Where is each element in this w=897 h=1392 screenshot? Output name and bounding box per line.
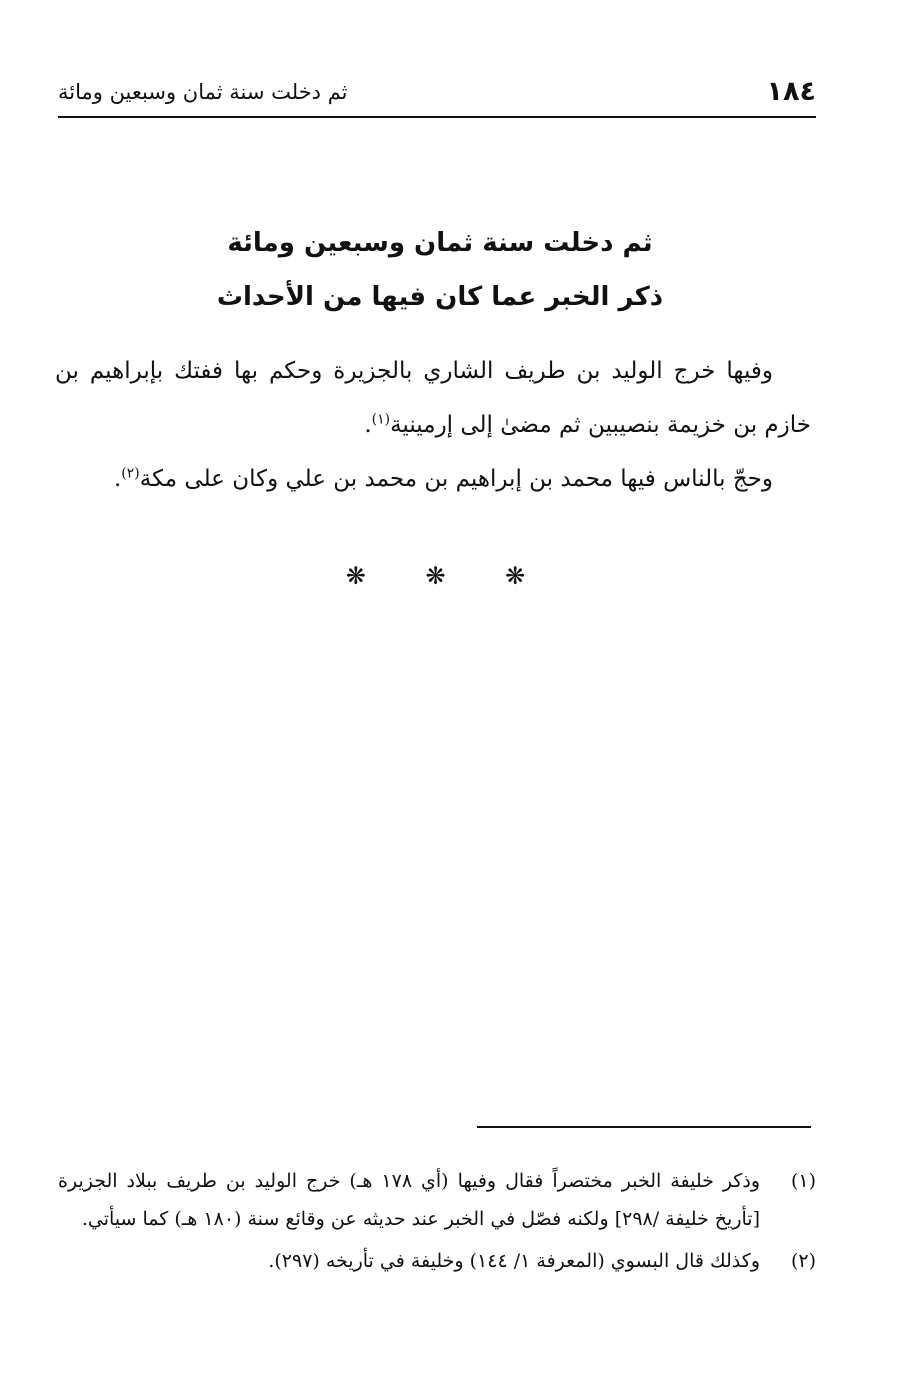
- page-number: ١٨٤: [766, 76, 816, 107]
- paragraph-2: [55, 452, 811, 506]
- footnote-number: (١): [790, 1170, 816, 1192]
- year-heading: ثم دخلت سنة ثمان وسبعين ومائة: [227, 228, 653, 258]
- paragraph-1-text: وفيها خرج الوليد بن طريف الشاري بالجزيرة وحكم بها ففتك بإبراهيم بن خازم بن خزيمة بنصيبين ثم مضىٰ إلى إرمينية: [55, 358, 811, 438]
- running-header: [58, 74, 816, 118]
- footnote-divider: [477, 1126, 811, 1128]
- footnote-2: [58, 1242, 816, 1280]
- footnote-text: وذكر خليفة الخبر مختصراً فقال وفيها (أي ١٧٨ هـ) خرج الوليد بن طريف ببلاد الجزيرة [تأريخ خليفة /٢٩٨] ولكنه فصّل في الخبر عند حديثه عن وقائع سنة (١٨٠ هـ) كما سيأتي.: [58, 1170, 760, 1230]
- footnote-ref-2[interactable]: (٢): [121, 465, 140, 482]
- footnotes: [58, 1162, 816, 1284]
- section-separator: ❋ ❋ ❋: [345, 562, 552, 590]
- footnote-text: وكذلك قال البسوي (المعرفة ١/ ١٤٤) وخليفة في تأريخه (٢٩٧).: [268, 1250, 760, 1272]
- main-text: [55, 344, 811, 506]
- paragraph-2-text: وحجّ بالناس فيها محمد بن إبراهيم بن محمد بن علي وكان على مكة: [139, 466, 773, 492]
- running-title: ثم دخلت سنة ثمان وسبعين ومائة: [58, 80, 348, 104]
- paragraph-1-period: .: [364, 412, 372, 438]
- paragraph-2-period: .: [113, 466, 122, 492]
- footnote-1: [58, 1162, 816, 1238]
- footnote-ref-1[interactable]: (١): [371, 411, 391, 428]
- footnote-number: (٢): [790, 1250, 816, 1272]
- paragraph-1: [55, 344, 811, 452]
- section-heading: ذكر الخبر عما كان فيها من الأحداث: [216, 282, 664, 312]
